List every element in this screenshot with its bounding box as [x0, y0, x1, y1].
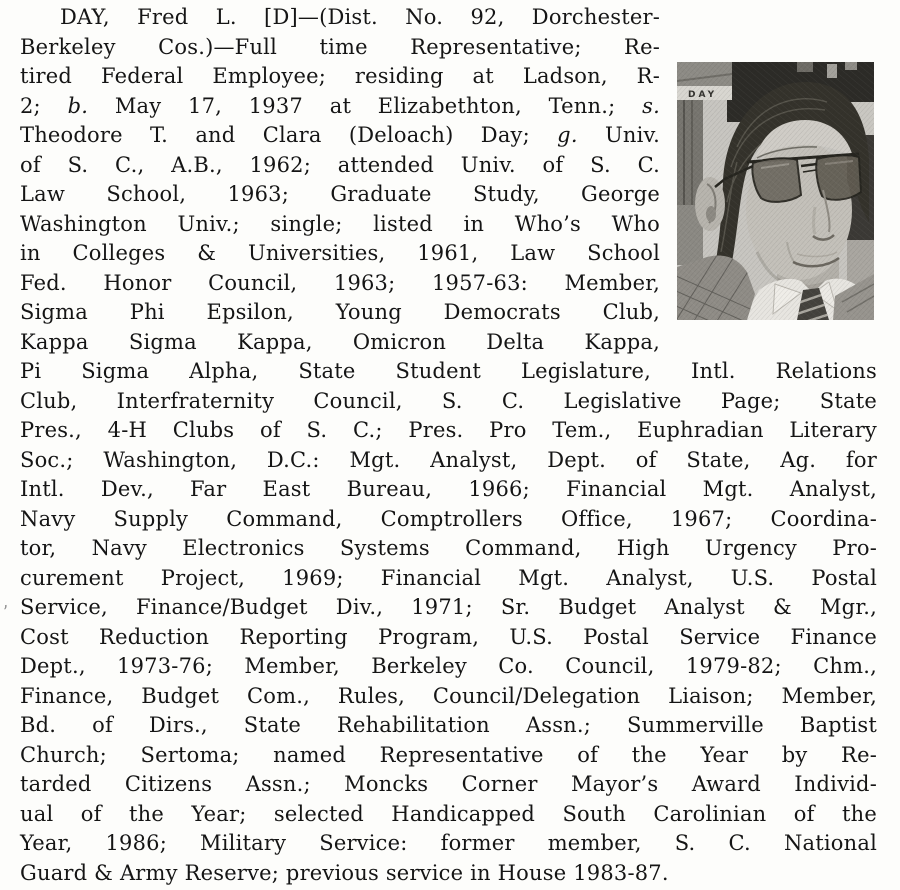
bio-line	[0, 623, 900, 653]
bio-line	[0, 800, 900, 830]
bio-line	[0, 328, 900, 358]
bio-line	[0, 741, 900, 771]
bio-line-text: DAY, Fred L. [D]—(Dist. No. 92, Dorchester-	[60, 5, 660, 29]
bio-line	[0, 682, 900, 712]
bio-line-text: of S. C., A.B., 1962; attended Univ. of S. C.	[20, 152, 660, 177]
bio-line	[0, 593, 900, 623]
bio-line-text: curement Project, 1969; Financial Mgt. Analyst, U.S. Postal	[20, 565, 877, 590]
scan-artifact: ‚	[0, 591, 10, 613]
bio-line-text: Guard & Army Reserve; previous service in House 1983-87.	[20, 860, 669, 885]
bio-line-text: Navy Supply Command, Comptrollers Office, 1967; Coordina-	[20, 506, 877, 531]
bio-line	[0, 652, 900, 682]
bio-line-text: Theodore T. and Clara (Deloach) Day;	[20, 123, 558, 147]
bio-line	[0, 475, 900, 505]
portrait-photo	[677, 62, 874, 320]
bio-line-text: 2;	[20, 93, 68, 118]
bio-line-text: Soc.; Washington, D.C.: Mgt. Analyst, Dept. of State, Ag. for	[20, 447, 877, 472]
bio-abbrev-italic: s.	[642, 93, 660, 118]
bio-line	[0, 534, 900, 564]
bio-line-text: Cost Reduction Reporting Program, U.S. Postal Service Finance	[20, 624, 877, 649]
bio-line-text: Church; Sertoma; named Representative of the Year by Re-	[20, 742, 877, 767]
bio-line	[0, 416, 900, 446]
bio-line-text: tarded Citizens Assn.; Moncks Corner Mayor’s Award Individ-	[20, 772, 877, 796]
bio-line-text: tired Federal Employee; residing at Ladson, R-	[20, 64, 660, 88]
bio-line	[0, 446, 900, 476]
name-card-label: DAY	[688, 90, 718, 100]
bio-line-text: Service, Finance/Budget Div., 1971; Sr. Budget Analyst & Mgr.,	[20, 595, 877, 619]
bio-line-text: Finance, Budget Com., Rules, Council/Delegation Liaison; Member,	[20, 683, 877, 708]
bio-line-text: Dept., 1973-76; Member, Berkeley Co. Council, 1979-82; Chm.,	[20, 654, 877, 678]
bio-line	[0, 711, 900, 741]
bio-line-text: Univ.	[577, 123, 660, 147]
bio-line	[0, 357, 900, 387]
bio-line-text: Washington Univ.; single; listed in Who’s Who	[20, 211, 660, 236]
bio-line	[0, 564, 900, 594]
bio-line-text: ual of the Year; selected Handicapped South Carolinian of the	[20, 801, 877, 826]
bio-line-text: Berkeley Cos.)—Full time Representative; Re-	[20, 34, 660, 59]
bio-line-text: Sigma Phi Epsilon, Young Democrats Club,	[20, 300, 660, 324]
bio-line	[0, 770, 900, 800]
bio-line-text: Kappa Sigma Kappa, Omicron Delta Kappa,	[20, 329, 660, 354]
bio-abbrev-italic: g.	[557, 123, 578, 147]
portrait-photo-svg	[677, 62, 874, 320]
bio-line-text: Fed. Honor Council, 1963; 1957-63: Member,	[20, 270, 660, 295]
bio-line-text: Year, 1986; Military Service: former member, S. C. National	[20, 831, 877, 855]
bio-line-text: Intl. Dev., Far East Bureau, 1966; Financial Mgt. Analyst,	[20, 477, 877, 501]
bio-line-text: in Colleges & Universities, 1961, Law School	[20, 241, 660, 265]
halftone-overlay-light	[677, 62, 874, 320]
bio-line	[0, 33, 900, 63]
bio-line-text: Law School, 1963; Graduate Study, George	[20, 182, 660, 206]
bio-line-text: Bd. of Dirs., State Rehabilitation Assn.; Summerville Baptist	[20, 713, 877, 737]
bio-line	[0, 3, 900, 33]
bio-line	[0, 505, 900, 535]
bio-line-text: Pi Sigma Alpha, State Student Legislature, Intl. Relations	[20, 359, 877, 383]
bio-line-text: May 17, 1937 at Elizabethton, Tenn.;	[88, 93, 643, 118]
bio-line-text: Club, Interfraternity Council, S. C. Legislative Page; State	[20, 388, 877, 413]
bio-line	[0, 859, 900, 889]
bio-line-text: Pres., 4-H Clubs of S. C.; Pres. Pro Tem., Euphradian Literary	[20, 418, 877, 442]
bio-abbrev-italic: b.	[67, 93, 89, 118]
bio-line	[0, 387, 900, 417]
bio-line-text: tor, Navy Electronics Systems Command, High Urgency Pro-	[20, 536, 877, 560]
bio-line	[0, 829, 900, 859]
